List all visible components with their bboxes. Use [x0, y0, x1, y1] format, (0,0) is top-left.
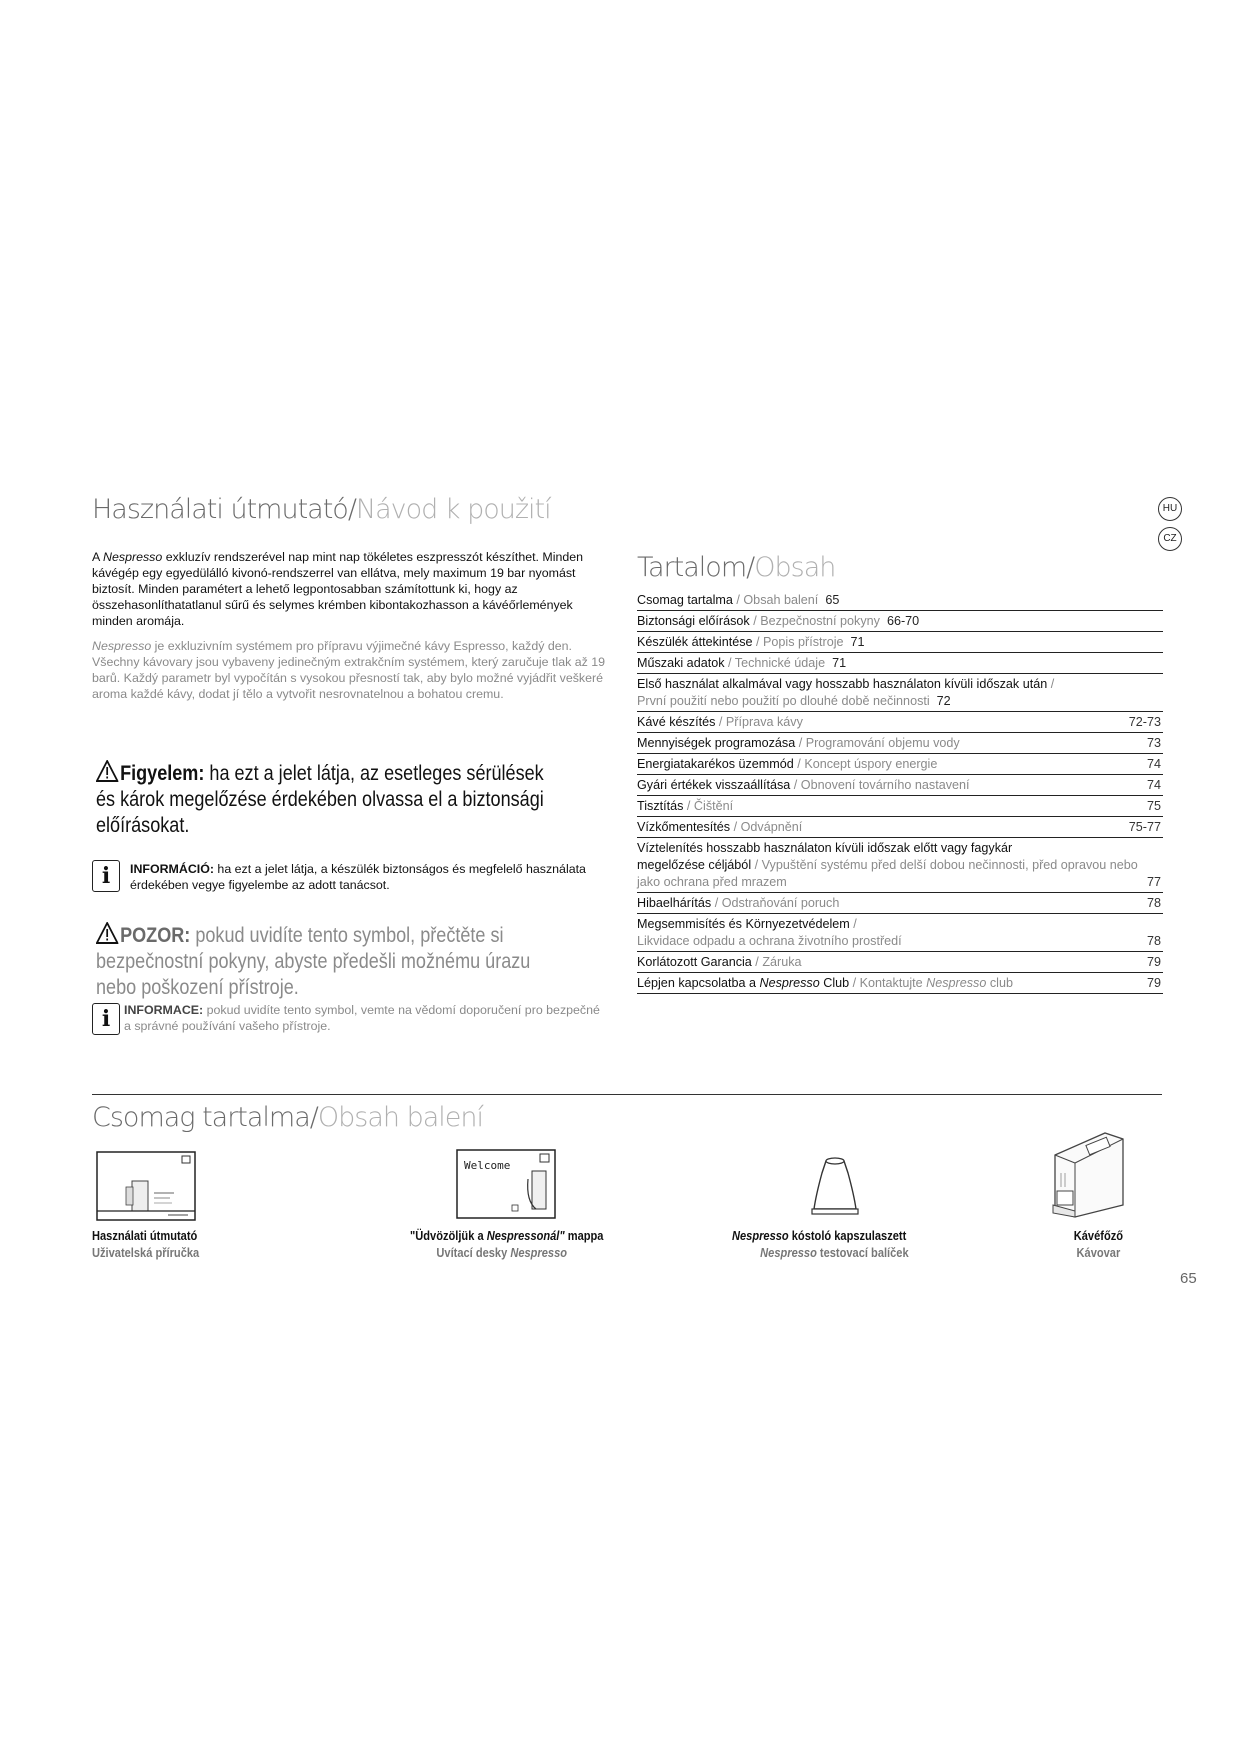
info-icon: i	[92, 1003, 120, 1035]
toc-row[interactable]: Biztonsági előírások / Bezpečnostní pokyny 66-70	[637, 611, 1163, 632]
warning-triangle-icon	[96, 922, 118, 944]
warning-cz: POZOR: pokud uvidíte tento symbol, přečtěte si bezpečnostní pokyny, abyste předešli možnému úrazu nebo poškození přístroje.	[96, 924, 531, 999]
info-text-hu: INFORMÁCIÓ: ha ezt a jelet látja, a készülék biztonságos és megfelelő használata érdekében vegye figyelembe az adott tanácsot.	[130, 862, 586, 892]
intro-paragraph-cz: Nespresso je exkluzivním systémem pro přípravu výjimečné kávy Espresso, každý den. Všechny kávovary jsou vybaveny jedinečným extrakčním systémem, který zaručuje tlak až 19 barů. Každý parametr byl vypočítán s vysokou přesností tak, aby bylo možné vyjádřit veškeré aroma každé kávy, dodat jí tělo a vytvořit nesrovnatelnou a bohatou cremu.	[92, 639, 606, 701]
toc-row[interactable]: Műszaki adatok / Technické údaje 71	[637, 653, 1163, 674]
page-title: Használati útmutató/Návod k použití	[92, 494, 551, 525]
toc-row[interactable]: Tisztítás / Čištění 75	[637, 796, 1163, 817]
toc-row[interactable]: Vízkőmentesítés / Odvápnění 75-77	[637, 817, 1163, 838]
table-of-contents	[637, 590, 1163, 994]
warning-label-hu: Figyelem:	[120, 762, 205, 785]
toc-row[interactable]: Első használat alkalmával vagy hosszabb használaton kívüli időszak után / První použití nebo použití po dlouhé době nečinnosti 72	[637, 674, 1163, 712]
package-title: Csomag tartalma/Obsah balení	[92, 1102, 484, 1133]
toc-row[interactable]: Lépjen kapcsolatba a Nespresso Club / Kontaktujte Nespresso club 79	[637, 973, 1163, 994]
user-manual-image	[96, 1151, 196, 1221]
section-divider	[92, 1094, 1162, 1095]
package-item-coffee-machine: Kávéfőző Kávovar	[1073, 1229, 1124, 1260]
toc-row[interactable]: Kávé készítés / Příprava kávy 72-73	[637, 712, 1163, 733]
coffee-machine-image	[1045, 1125, 1140, 1220]
toc-row[interactable]: Csomag tartalma / Obsah balení 65	[637, 590, 1163, 611]
toc-row[interactable]: Gyári értékek visszaállítása / Obnovení továrního nastavení 74	[637, 775, 1163, 796]
toc-row[interactable]: Energiatakarékos üzemmód / Koncept úspory energie 74	[637, 754, 1163, 775]
toc-row[interactable]: Megsemmisítés és Környezetvédelem / Likvidace odpadu a ochrana životního prostředí 78	[637, 914, 1163, 952]
warning-triangle-icon	[96, 760, 118, 782]
toc-title: Tartalom/Obsah	[637, 552, 836, 583]
warning-label-cz: POZOR:	[120, 924, 191, 947]
toc-row[interactable]: Korlátozott Garancia / Záruka 79	[637, 952, 1163, 973]
warning-hu: Figyelem: ha ezt a jelet látja, az esetleges sérülések és károk megelőzése érdekében olvassa el a biztonsági előírásokat.	[96, 762, 544, 837]
package-item-welcome-folder: "Üdvözöljük a Nespressonál" mappa Uvítací desky Nespresso	[410, 1229, 604, 1260]
toc-row[interactable]: Hibaelhárítás / Odstraňování poruch 78	[637, 893, 1163, 914]
info-text-cz: INFORMACE: pokud uvidíte tento symbol, vemte na vědomí doporučení pro bezpečné a správné používání vašeho přístroje.	[124, 1003, 600, 1033]
toc-row[interactable]: Mennyiségek programozása / Programování objemu vody 73	[637, 733, 1163, 754]
page-number: 65	[1180, 1270, 1197, 1287]
toc-row[interactable]: Víztelenítés hosszabb használaton kívüli időszak előtt vagy fagykár megelőzése céljából / Vypuštění systému před delší dobou nečinnosti, před opravou nebo jako ochrana před mrazem 77	[637, 838, 1163, 893]
intro-paragraph-hu: A Nespresso exkluzív rendszerével nap mint nap tökéletes eszpresszót készíthet. Minden kávégép egy egyedülálló kivonó-rendszerrel van ellátva, mely maximum 19 bar nyomást biztosít. Minden paramétert a lehető legpontosabban számítottunk ki, hogy az összehasonlíthatatlanul sűrű és selymes krémben kibontakozhasson a kávéőrlemények minden aromája.	[92, 550, 584, 628]
package-item-capsule-set: Nespresso kóstoló kapszulaszett Nespresso testovací balíček	[732, 1229, 909, 1260]
package-item-user-manual: Használati útmutató Uživatelská příručka	[92, 1229, 200, 1260]
welcome-text: Welcome	[464, 1159, 511, 1172]
info-icon: i	[92, 860, 120, 892]
capsule-image	[810, 1153, 860, 1218]
language-badge-hu[interactable]: HU	[1158, 497, 1182, 521]
toc-row[interactable]: Készülék áttekintése / Popis přístroje 71	[637, 632, 1163, 653]
language-badge-cz[interactable]: CZ	[1158, 527, 1182, 551]
